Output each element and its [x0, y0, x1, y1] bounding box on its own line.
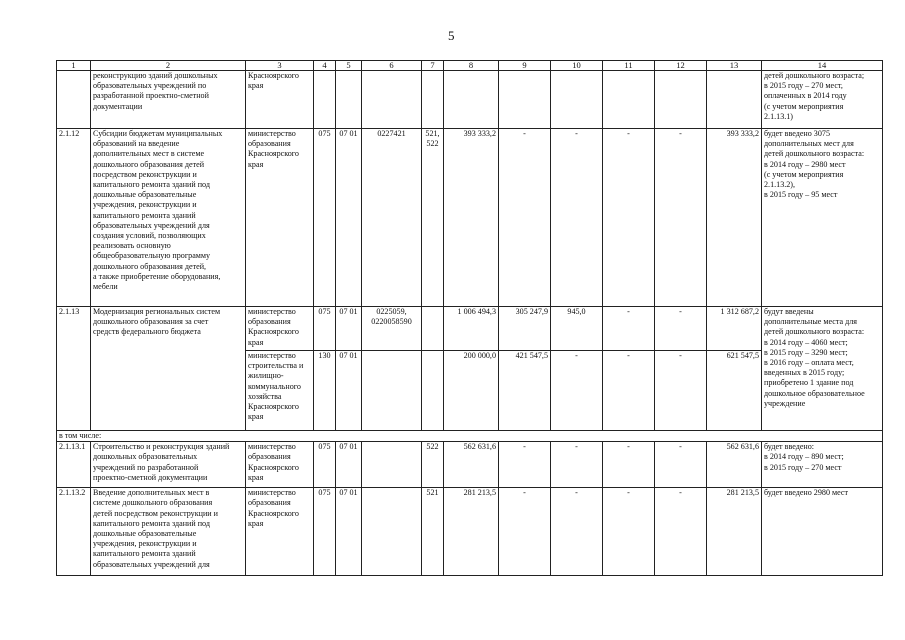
cell-value: 281 213,5 [444, 488, 499, 576]
cell-value: - [655, 351, 707, 431]
header-cell: 9 [499, 61, 551, 71]
cell-executor: министерство образования Красноярского края [246, 488, 314, 576]
cell-executor: министерство образования Красноярского края [246, 307, 314, 351]
cell-result: будет введено 3075 дополнительных мест для детей дошкольного возраста: в 2014 году – 2980 мест (с учетом мероприятия 2.1.13.2), в 2015 году – 95 мест [762, 129, 883, 307]
cell-grbs: 075 [314, 129, 336, 307]
header-cell: 5 [336, 61, 362, 71]
cell-grbs: 130 [314, 351, 336, 431]
header-cell: 11 [603, 61, 655, 71]
cell-description: Субсидии бюджетам муниципальных образований на введение дополнительных мест в системе дошкольного образования детей посредством реконструкции и капитального ремонта зданий под дошкольные образовательные учреждения, реконструкции и капитального ремонта зданий образовательных учреждений для создания условий, позволяющих реализовать основную общеобразовательную программу дошкольного образования детей, а также приобретение оборудования, мебели [91, 129, 246, 307]
cell-type: 521 [422, 488, 444, 576]
cell-value: 305 247,9 [499, 307, 551, 351]
cell-target [362, 442, 422, 488]
program-table [56, 60, 883, 576]
cell-total: 621 547,5 [707, 351, 762, 431]
table-row [57, 442, 883, 488]
cell-description: Строительство и реконструкция зданий дошкольных образовательных учреждений по разработанной проектно-сметной документации [91, 442, 246, 488]
header-cell: 1 [57, 61, 91, 71]
cell-grbs: 075 [314, 488, 336, 576]
header-cell: 13 [707, 61, 762, 71]
table-row [57, 488, 883, 576]
cell-value: - [655, 129, 707, 307]
header-cell: 10 [551, 61, 603, 71]
cell-value: - [603, 307, 655, 351]
cell-total: 1 312 687,2 [707, 307, 762, 351]
table-row [57, 71, 883, 129]
cell-target: 0225059, 0220058590 [362, 307, 422, 351]
cell-section: 07 01 [336, 351, 362, 431]
cell-total: 562 631,6 [707, 442, 762, 488]
cell-result: будет введено 2980 мест [762, 488, 883, 576]
cell-grbs: 075 [314, 442, 336, 488]
cell-value: - [551, 442, 603, 488]
cell-value: 421 547,5 [499, 351, 551, 431]
cell-total: 281 213,5 [707, 488, 762, 576]
header-cell: 4 [314, 61, 336, 71]
header-cell: 12 [655, 61, 707, 71]
cell-value: - [603, 488, 655, 576]
cell-value: - [603, 442, 655, 488]
cell-value: 1 006 494,3 [444, 307, 499, 351]
cell-section: 07 01 [336, 488, 362, 576]
cell-value: - [655, 442, 707, 488]
cell-value: 393 333,2 [444, 129, 499, 307]
cell-type [422, 307, 444, 351]
cell-description: Введение дополнительных мест в системе дошкольного образования детей посредством реконструкции и капитального ремонта зданий под дошкольные образовательные учреждения, реконструкции и капитального ремонта зданий образовательных учреждений для [91, 488, 246, 576]
header-cell: 2 [91, 61, 246, 71]
cell-description: Модернизация региональных систем дошкольного образования за счет средств федерального бюджета [91, 307, 246, 431]
cell-value: - [655, 488, 707, 576]
cell-number: 2.1.12 [57, 129, 91, 307]
cell-value: - [655, 307, 707, 351]
cell-value: - [551, 488, 603, 576]
cell-value: 200 000,0 [444, 351, 499, 431]
header-cell: 6 [362, 61, 422, 71]
cell-value: 562 631,6 [444, 442, 499, 488]
cell-number: 2.1.13.2 [57, 488, 91, 576]
cell-target [362, 351, 422, 431]
page-number: 5 [448, 28, 455, 43]
cell-target [362, 488, 422, 576]
cell-value: - [551, 351, 603, 431]
cell-executor: министерство строительства и жилищно- коммунального хозяйства Красноярского края [246, 351, 314, 431]
table-row [57, 307, 883, 351]
cell-value: - [499, 442, 551, 488]
cell-number: 2.1.13.1 [57, 442, 91, 488]
cell-section: 07 01 [336, 129, 362, 307]
including-label: в том числе: [57, 431, 883, 442]
cell-description: реконструкцию зданий дошкольных образовательных учреждений по разработанной проектно-сметной документации [91, 71, 246, 129]
header-cell: 14 [762, 61, 883, 71]
cell-value: 945,0 [551, 307, 603, 351]
cell-value: - [603, 351, 655, 431]
table-row [57, 431, 883, 442]
cell-number: 2.1.13 [57, 307, 91, 431]
header-row [57, 61, 883, 71]
cell-executor: министерство образования Красноярского края [246, 129, 314, 307]
cell-total: 393 333,2 [707, 129, 762, 307]
cell-value: - [603, 129, 655, 307]
header-cell: 8 [444, 61, 499, 71]
cell-result: будут введены дополнительные места для детей дошкольного возраста: в 2014 году – 4060 мест; в 2015 году – 3290 мест; в 2016 году – оплата мест, введенных в 2015 году; приобретено 1 здание под дошкольное образовательное учреждение [762, 307, 883, 431]
cell-result: будет введено: в 2014 году – 890 мест; в 2015 году – 270 мест [762, 442, 883, 488]
cell-target: 0227421 [362, 129, 422, 307]
cell-result: детей дошкольного возраста; в 2015 году – 270 мест, оплаченных в 2014 году (с учетом мероприятия 2.1.13.1) [762, 71, 883, 129]
cell-type: 521, 522 [422, 129, 444, 307]
cell-value: - [499, 488, 551, 576]
cell-type: 522 [422, 442, 444, 488]
cell-value: - [551, 129, 603, 307]
header-cell: 7 [422, 61, 444, 71]
header-cell: 3 [246, 61, 314, 71]
cell-section: 07 01 [336, 307, 362, 351]
table-row [57, 129, 883, 307]
cell-executor: министерство образования Красноярского края [246, 442, 314, 488]
cell-section: 07 01 [336, 442, 362, 488]
cell-value: - [499, 129, 551, 307]
cell-grbs: 075 [314, 307, 336, 351]
cell-type [422, 351, 444, 431]
cell-executor: Красноярского края [246, 71, 314, 129]
